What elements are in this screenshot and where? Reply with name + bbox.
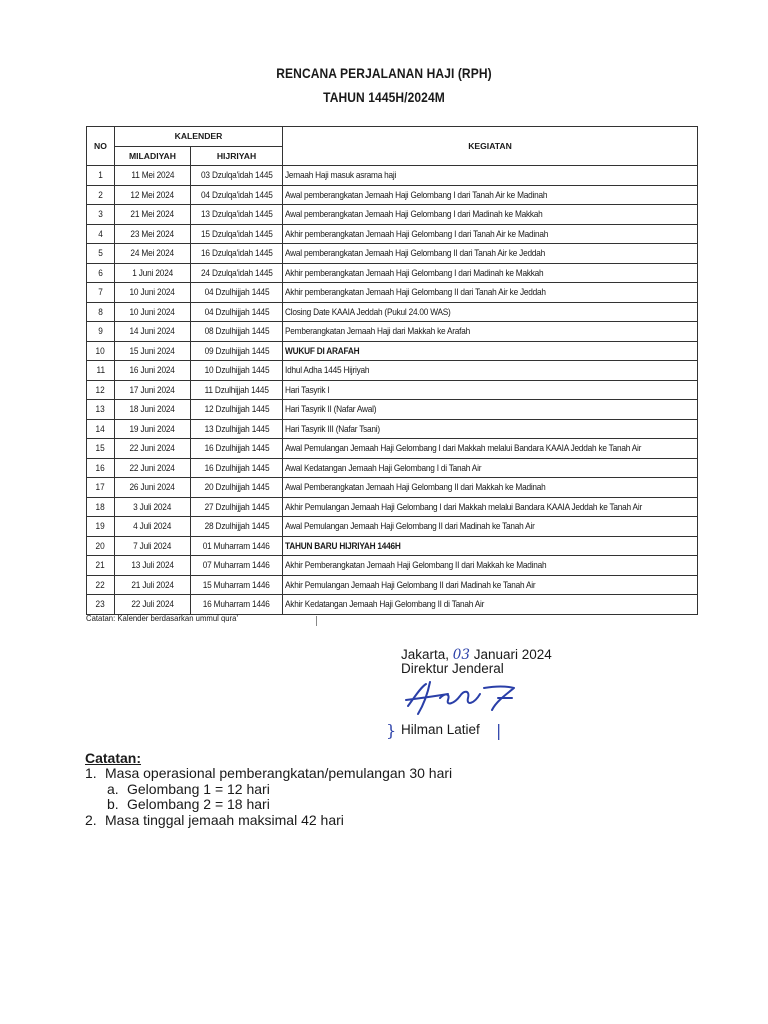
cell-hijriyah: 24 Dzulqa'idah 1445 (191, 263, 283, 283)
cell-miladiyah: 4 Juli 2024 (115, 517, 191, 537)
cell-miladiyah: 21 Mei 2024 (115, 205, 191, 225)
table-row (87, 263, 698, 283)
table-row (87, 439, 698, 459)
signatory-name: Hilman Latief (401, 722, 480, 737)
cell-kegiatan: Akhir Kedatangan Jemaah Haji Gelombang II di Tanah Air (283, 595, 698, 615)
cell-miladiyah: 3 Juli 2024 (115, 497, 191, 517)
cell-hijriyah: 07 Muharram 1446 (191, 556, 283, 576)
cell-no: 22 (87, 575, 115, 595)
cell-no: 1 (87, 166, 115, 186)
cell-kegiatan: Akhir Pemberangkatan Jemaah Haji Gelombang II dari Makkah ke Madinah (283, 556, 698, 576)
cell-kegiatan: Awal Pemulangan Jemaah Haji Gelombang I dari Makkah melalui Bandara KAAIA Jeddah ke Tanah Air (283, 439, 698, 459)
table-row (87, 224, 698, 244)
cell-no: 4 (87, 224, 115, 244)
table-row (87, 166, 698, 186)
cell-hijriyah: 13 Dzulqa'idah 1445 (191, 205, 283, 225)
cell-miladiyah: 10 Juni 2024 (115, 302, 191, 322)
cell-miladiyah: 22 Juli 2024 (115, 595, 191, 615)
cell-hijriyah: 27 Dzulhijjah 1445 (191, 497, 283, 517)
table-row (87, 302, 698, 322)
cell-no: 21 (87, 556, 115, 576)
cell-miladiyah: 7 Juli 2024 (115, 536, 191, 556)
table-row (87, 322, 698, 342)
cell-hijriyah: 03 Dzulqa'idah 1445 (191, 166, 283, 186)
cell-no: 6 (87, 263, 115, 283)
cell-hijriyah: 16 Dzulqa'idah 1445 (191, 244, 283, 264)
table-row (87, 380, 698, 400)
cell-no: 3 (87, 205, 115, 225)
table-row (87, 458, 698, 478)
cell-kegiatan: Akhir Pemulangan Jemaah Haji Gelombang I dari Makkah melalui Bandara KAAIA Jeddah ke Tanah Air (283, 497, 698, 517)
signature-bracket-left: } (386, 721, 397, 740)
cell-no: 20 (87, 536, 115, 556)
cell-no: 23 (87, 595, 115, 615)
cell-kegiatan: WUKUF DI ARAFAH (283, 341, 698, 361)
cell-hijriyah: 09 Dzulhijjah 1445 (191, 341, 283, 361)
table-row (87, 283, 698, 303)
cell-no: 14 (87, 419, 115, 439)
cell-no: 5 (87, 244, 115, 264)
cell-miladiyah: 16 Juni 2024 (115, 361, 191, 381)
cell-kegiatan: Akhir pemberangkatan Jemaah Haji Gelombang II dari Tanah Air ke Jeddah (283, 283, 698, 303)
cell-hijriyah: 10 Dzulhijjah 1445 (191, 361, 283, 381)
header-no: NO (87, 127, 115, 166)
cell-kegiatan: Pemberangkatan Jemaah Haji dari Makkah ke Arafah (283, 322, 698, 342)
header-miladiyah: MILADIYAH (115, 146, 191, 166)
cell-no: 18 (87, 497, 115, 517)
header-kalender: KALENDER (115, 127, 283, 147)
signature-month-year: Januari 2024 (473, 647, 552, 662)
cell-miladiyah: 22 Juni 2024 (115, 439, 191, 459)
cell-miladiyah: 14 Juni 2024 (115, 322, 191, 342)
cell-no: 19 (87, 517, 115, 537)
signatory-role: Direktur Jenderal (401, 661, 504, 676)
cell-miladiyah: 10 Juni 2024 (115, 283, 191, 303)
cell-miladiyah: 24 Mei 2024 (115, 244, 191, 264)
signature-bracket-right: | (496, 721, 502, 740)
cell-kegiatan: Awal Pemberangkatan Jemaah Haji Gelombang II dari Makkah ke Madinah (283, 478, 698, 498)
note-item: 2. Masa tinggal jemaah maksimal 42 hari (85, 811, 344, 828)
cell-hijriyah: 01 Muharram 1446 (191, 536, 283, 556)
table-row (87, 185, 698, 205)
cell-no: 10 (87, 341, 115, 361)
table-row (87, 595, 698, 615)
table-row (87, 341, 698, 361)
cell-no: 17 (87, 478, 115, 498)
cell-kegiatan: Idhul Adha 1445 Hijriyah (283, 361, 698, 381)
pen-mark (316, 616, 317, 626)
cell-no: 8 (87, 302, 115, 322)
signature-day: 03 (452, 647, 470, 663)
cell-kegiatan: Jemaah Haji masuk asrama haji (283, 166, 698, 186)
cell-miladiyah: 21 Juli 2024 (115, 575, 191, 595)
signature-city: Jakarta, (401, 647, 450, 662)
cell-kegiatan: Akhir pemberangkatan Jemaah Haji Gelombang I dari Tanah Air ke Madinah (283, 224, 698, 244)
notes-section (85, 750, 452, 828)
cell-miladiyah: 13 Juli 2024 (115, 556, 191, 576)
cell-kegiatan: Awal Kedatangan Jemaah Haji Gelombang I di Tanah Air (283, 458, 698, 478)
schedule-table (86, 126, 698, 615)
cell-hijriyah: 16 Dzulhijjah 1445 (191, 458, 283, 478)
cell-miladiyah: 22 Juni 2024 (115, 458, 191, 478)
table-row (87, 517, 698, 537)
table-row (87, 205, 698, 225)
cell-no: 12 (87, 380, 115, 400)
cell-no: 9 (87, 322, 115, 342)
cell-kegiatan: Awal pemberangkatan Jemaah Haji Gelombang I dari Tanah Air ke Madinah (283, 185, 698, 205)
cell-kegiatan: Hari Tasyrik I (283, 380, 698, 400)
cell-hijriyah: 04 Dzulhijjah 1445 (191, 302, 283, 322)
table-row (87, 361, 698, 381)
cell-hijriyah: 20 Dzulhijjah 1445 (191, 478, 283, 498)
table-row (87, 400, 698, 420)
handwritten-signature (400, 676, 530, 720)
cell-hijriyah: 15 Dzulqa'idah 1445 (191, 224, 283, 244)
cell-no: 11 (87, 361, 115, 381)
note-subitem: b. Gelombang 2 = 18 hari (107, 796, 270, 812)
note-item: 1. Masa operasional pemberangkatan/pemulangan 30 hari (85, 765, 453, 781)
cell-hijriyah: 12 Dzulhijjah 1445 (191, 400, 283, 420)
cell-hijriyah: 13 Dzulhijjah 1445 (191, 419, 283, 439)
cell-miladiyah: 15 Juni 2024 (115, 341, 191, 361)
cell-no: 2 (87, 185, 115, 205)
table-row (87, 244, 698, 264)
notes-heading: Catatan: (85, 750, 142, 766)
cell-hijriyah: 11 Dzulhijjah 1445 (191, 380, 283, 400)
note-subitem: a. Gelombang 1 = 12 hari (107, 780, 270, 797)
cell-no: 15 (87, 439, 115, 459)
cell-kegiatan: Awal pemberangkatan Jemaah Haji Gelombang I dari Madinah ke Makkah (283, 205, 698, 225)
table-row (87, 419, 698, 439)
cell-miladiyah: 26 Juni 2024 (115, 478, 191, 498)
cell-miladiyah: 1 Juni 2024 (115, 263, 191, 283)
cell-kegiatan: Hari Tasyrik II (Nafar Awal) (283, 400, 698, 420)
cell-no: 13 (87, 400, 115, 420)
table-row (87, 536, 698, 556)
cell-kegiatan: Akhir Pemulangan Jemaah Haji Gelombang II dari Madinah ke Tanah Air (283, 575, 698, 595)
cell-kegiatan: Closing Date KAAIA Jeddah (Pukul 24.00 WAS) (283, 302, 698, 322)
cell-miladiyah: 18 Juni 2024 (115, 400, 191, 420)
cell-hijriyah: 28 Dzulhijjah 1445 (191, 517, 283, 537)
cell-miladiyah: 17 Juni 2024 (115, 380, 191, 400)
table-row (87, 575, 698, 595)
cell-kegiatan: Hari Tasyrik III (Nafar Tsani) (283, 419, 698, 439)
header-hijriyah: HIJRIYAH (191, 146, 283, 166)
table-body (87, 166, 698, 615)
cell-hijriyah: 16 Dzulhijjah 1445 (191, 439, 283, 459)
cell-kegiatan: Awal Pemulangan Jemaah Haji Gelombang II dari Madinah ke Tanah Air (283, 517, 698, 537)
cell-miladiyah: 11 Mei 2024 (115, 166, 191, 186)
cell-no: 7 (87, 283, 115, 303)
cell-miladiyah: 19 Juni 2024 (115, 419, 191, 439)
cell-miladiyah: 23 Mei 2024 (115, 224, 191, 244)
table-row (87, 497, 698, 517)
document-title: RENCANA PERJALANAN HAJI (RPH) (276, 65, 492, 81)
header-kegiatan: KEGIATAN (283, 127, 698, 166)
cell-miladiyah: 12 Mei 2024 (115, 185, 191, 205)
cell-hijriyah: 04 Dzulhijjah 1445 (191, 283, 283, 303)
cell-kegiatan: Awal pemberangkatan Jemaah Haji Gelombang II dari Tanah Air ke Jeddah (283, 244, 698, 264)
cell-kegiatan: Akhir pemberangkatan Jemaah Haji Gelombang I dari Madinah ke Makkah (283, 263, 698, 283)
calendar-footnote: Catatan: Kalender berdasarkan ummul qura' (86, 613, 238, 623)
cell-hijriyah: 08 Dzulhijjah 1445 (191, 322, 283, 342)
cell-hijriyah: 15 Muharram 1446 (191, 575, 283, 595)
cell-hijriyah: 16 Muharram 1446 (191, 595, 283, 615)
table-row (87, 478, 698, 498)
table-row (87, 556, 698, 576)
document-subtitle: TAHUN 1445H/2024M (323, 89, 445, 105)
cell-kegiatan: TAHUN BARU HIJRIYAH 1446H (283, 536, 698, 556)
cell-hijriyah: 04 Dzulqa'idah 1445 (191, 185, 283, 205)
cell-no: 16 (87, 458, 115, 478)
